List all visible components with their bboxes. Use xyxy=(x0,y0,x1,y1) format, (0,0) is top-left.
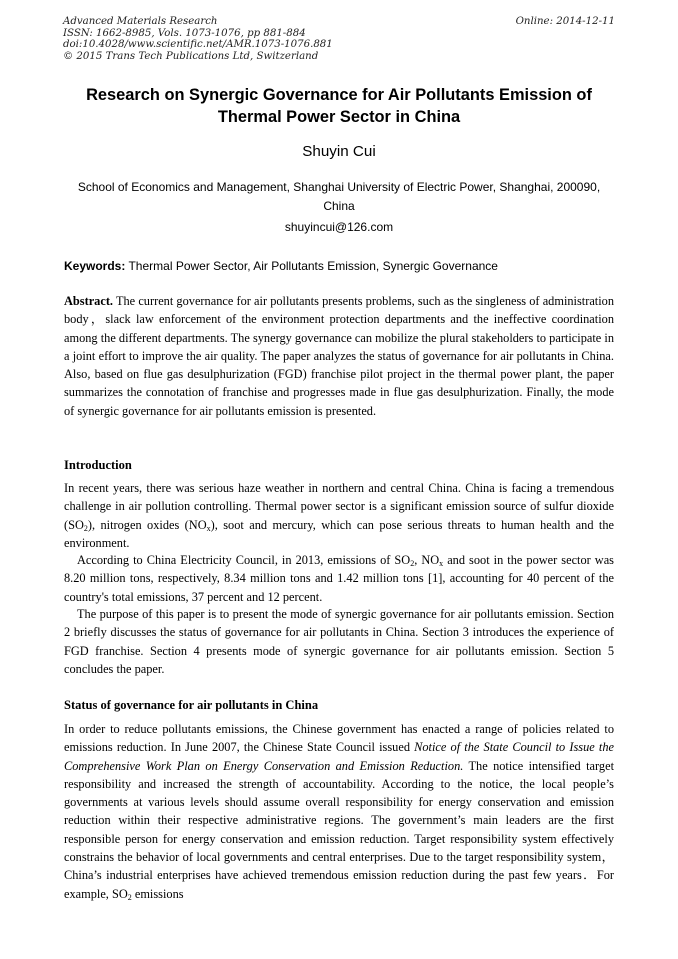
keywords-label: Keywords: xyxy=(64,259,126,273)
affiliation-line-1: School of Economics and Management, Shanghai University of Electric Power, Shanghai, 200090, xyxy=(77,180,601,194)
doi-line: doi:10.4028/www.scientific.net/AMR.1073-1076.881 xyxy=(63,39,333,51)
author-name: Shuyin Cui xyxy=(302,143,376,160)
title-line-1: Research on Synergic Governance for Air Pollutants Emission of xyxy=(86,86,592,104)
affiliation xyxy=(40,178,638,215)
online-date: Online: 2014-12-11 xyxy=(515,16,615,27)
keywords-text: Thermal Power Sector, Air Pollutants Emission, Synergic Governance xyxy=(125,259,498,273)
intro-paragraph-2: According to China Electricity Council, in 2013, emissions of $SO_2$, $NO_x$ and soot in the power sector was 8.20 million tons, respectively, 8.34 million tons and 1.42 million tons [1], accounting for 40 percent of the country's total emissions, 37 percent and 12 percent. xyxy=(64,553,614,604)
intro-paragraph-3: The purpose of this paper is to present the mode of synergic governance for air pollutants emission. Section 2 briefly discusses the status of governance for air pollutants in China. Section 3 introduces the experience of FGD franchise. Section 4 presents mode of synergic governance for air pollutants emission. Section 5 concludes the paper. xyxy=(64,607,614,676)
paper-title xyxy=(40,84,638,128)
status-section-heading: Status of governance for air pollutants in China xyxy=(64,698,319,712)
journal-header xyxy=(63,16,423,62)
title-line-2: Thermal Power Sector in China xyxy=(217,108,461,126)
abstract-paragraph xyxy=(64,292,614,420)
abstract-text: The current governance for air pollutants presents problems, such as the singleness of administration body，slack law enforcement of the environment protection departments and the ineffective coordination among the different departments. The synergy governance can mobilize the plural stakeholders to participate in a joint effort to improve the air quality. The paper analyzes the status of governance for air pollutants in China. Also, based on flue gas desulphurization (FGD) franchise pilot project in the thermal power plant, the paper summarizes the connotation of franchise and progresses made in flue gas desulphurization. Finally, the mode of synergic governance for air pollutants emission is presented. xyxy=(64,294,614,418)
keywords xyxy=(64,258,624,274)
author-email[interactable]: shuyincui@126.com xyxy=(284,220,394,234)
copyright-line: © 2015 Trans Tech Publications Ltd, Switzerland xyxy=(63,50,319,62)
intro-paragraph-1: In recent years, there was serious haze weather in northern and central China. China is facing a tremendous challenge in air pollution controlling. Thermal power sector is a significant emission source of sulfur dioxide $(SO_2)$, nitrogen oxides $(NO_x)$, soot and mercury, which can pose serious threats to human health and the environment. xyxy=(64,481,614,550)
issn-line: ISSN: 1662-8985, Vols. 1073-1076, pp 881-884 xyxy=(63,27,306,39)
introduction-heading: Introduction xyxy=(64,458,132,472)
affiliation-line-2: China xyxy=(323,198,355,213)
abstract-label: Abstract. xyxy=(64,294,114,308)
journal-name: Advanced Materials Research xyxy=(63,16,218,27)
status-paragraph-1: In order to reduce pollutants emissions, the Chinese government has enacted a range of policies related to emissions reduction. In June 2007, the Chinese State Council issued Notice of the State Council to Issue the Comprehensive Work Plan on Energy Conservation and Emission Reduction. The notice intensified target responsibility and increased the strength of accountability. According to the notice, the local people’s governments at various levels should assume overall responsibility for energy conservation and emission reduction within their respective administrative regions. The government’s main leaders are the first responsible person for energy conservation and emission reduction. Target responsibility system effectively constrains the behavior of local governments and central enterprises. Due to the target responsibility system，China’s industrial enterprises have achieved tremendous emission reduction during the past few years．For example, $SO_2$ emissions xyxy=(64,722,614,902)
